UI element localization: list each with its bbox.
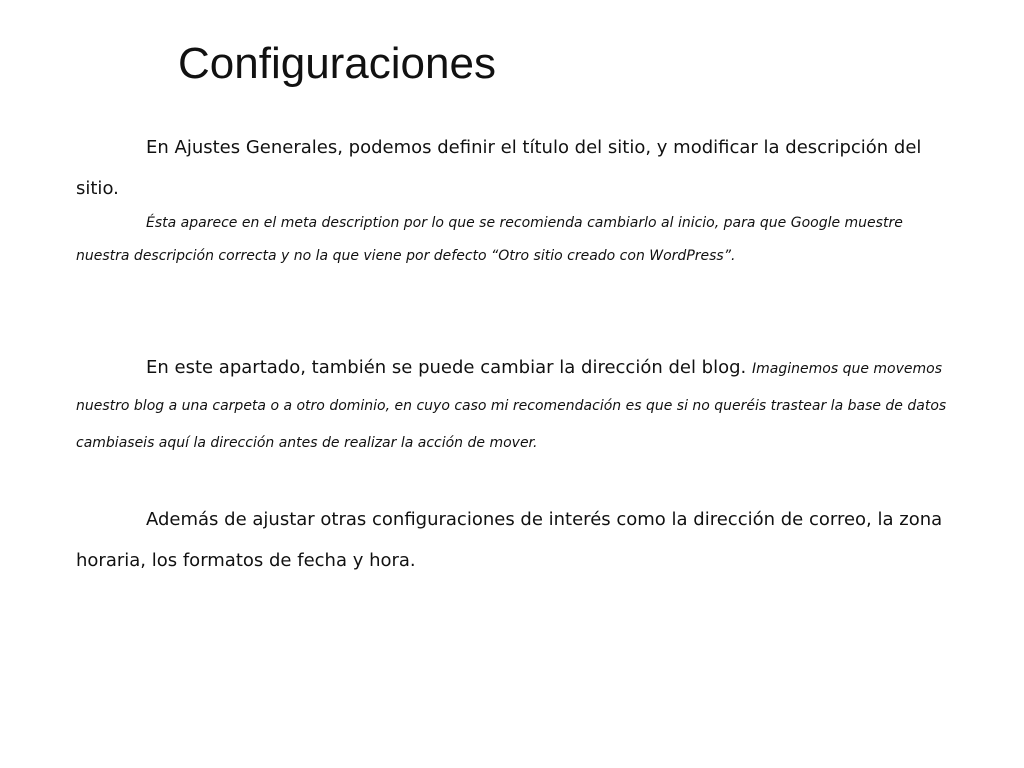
paragraph-blog-address-lead: En este apartado, también se puede cambiar la dirección del blog. bbox=[146, 357, 747, 378]
paragraph-blog-address-note: Imaginemos que movemos nuestro blog a una carpeta o a otro dominio, en cuyo caso mi recomendación es que si no queréis trastear la base de datos cambiaseis aquí la dirección antes de realizar la acción de mover. bbox=[76, 361, 947, 451]
slide-title: Configuraciones bbox=[178, 39, 496, 88]
paragraph-meta-description-note: Ésta aparece en el meta description por lo que se recomienda cambiarlo al inicio, para que Google muestre nuestra descripción correcta y no la que viene por defecto “Otro sitio creado con WordPress”. bbox=[76, 215, 903, 264]
paragraph-general-settings: En Ajustes Generales, podemos definir el título del sitio, y modificar la descripción del sitio. bbox=[76, 137, 922, 199]
paragraph-other-settings: Además de ajustar otras configuraciones de interés como la dirección de correo, la zona horaria, los formatos de fecha y hora. bbox=[76, 509, 943, 571]
paragraph-blog-address bbox=[76, 350, 951, 461]
